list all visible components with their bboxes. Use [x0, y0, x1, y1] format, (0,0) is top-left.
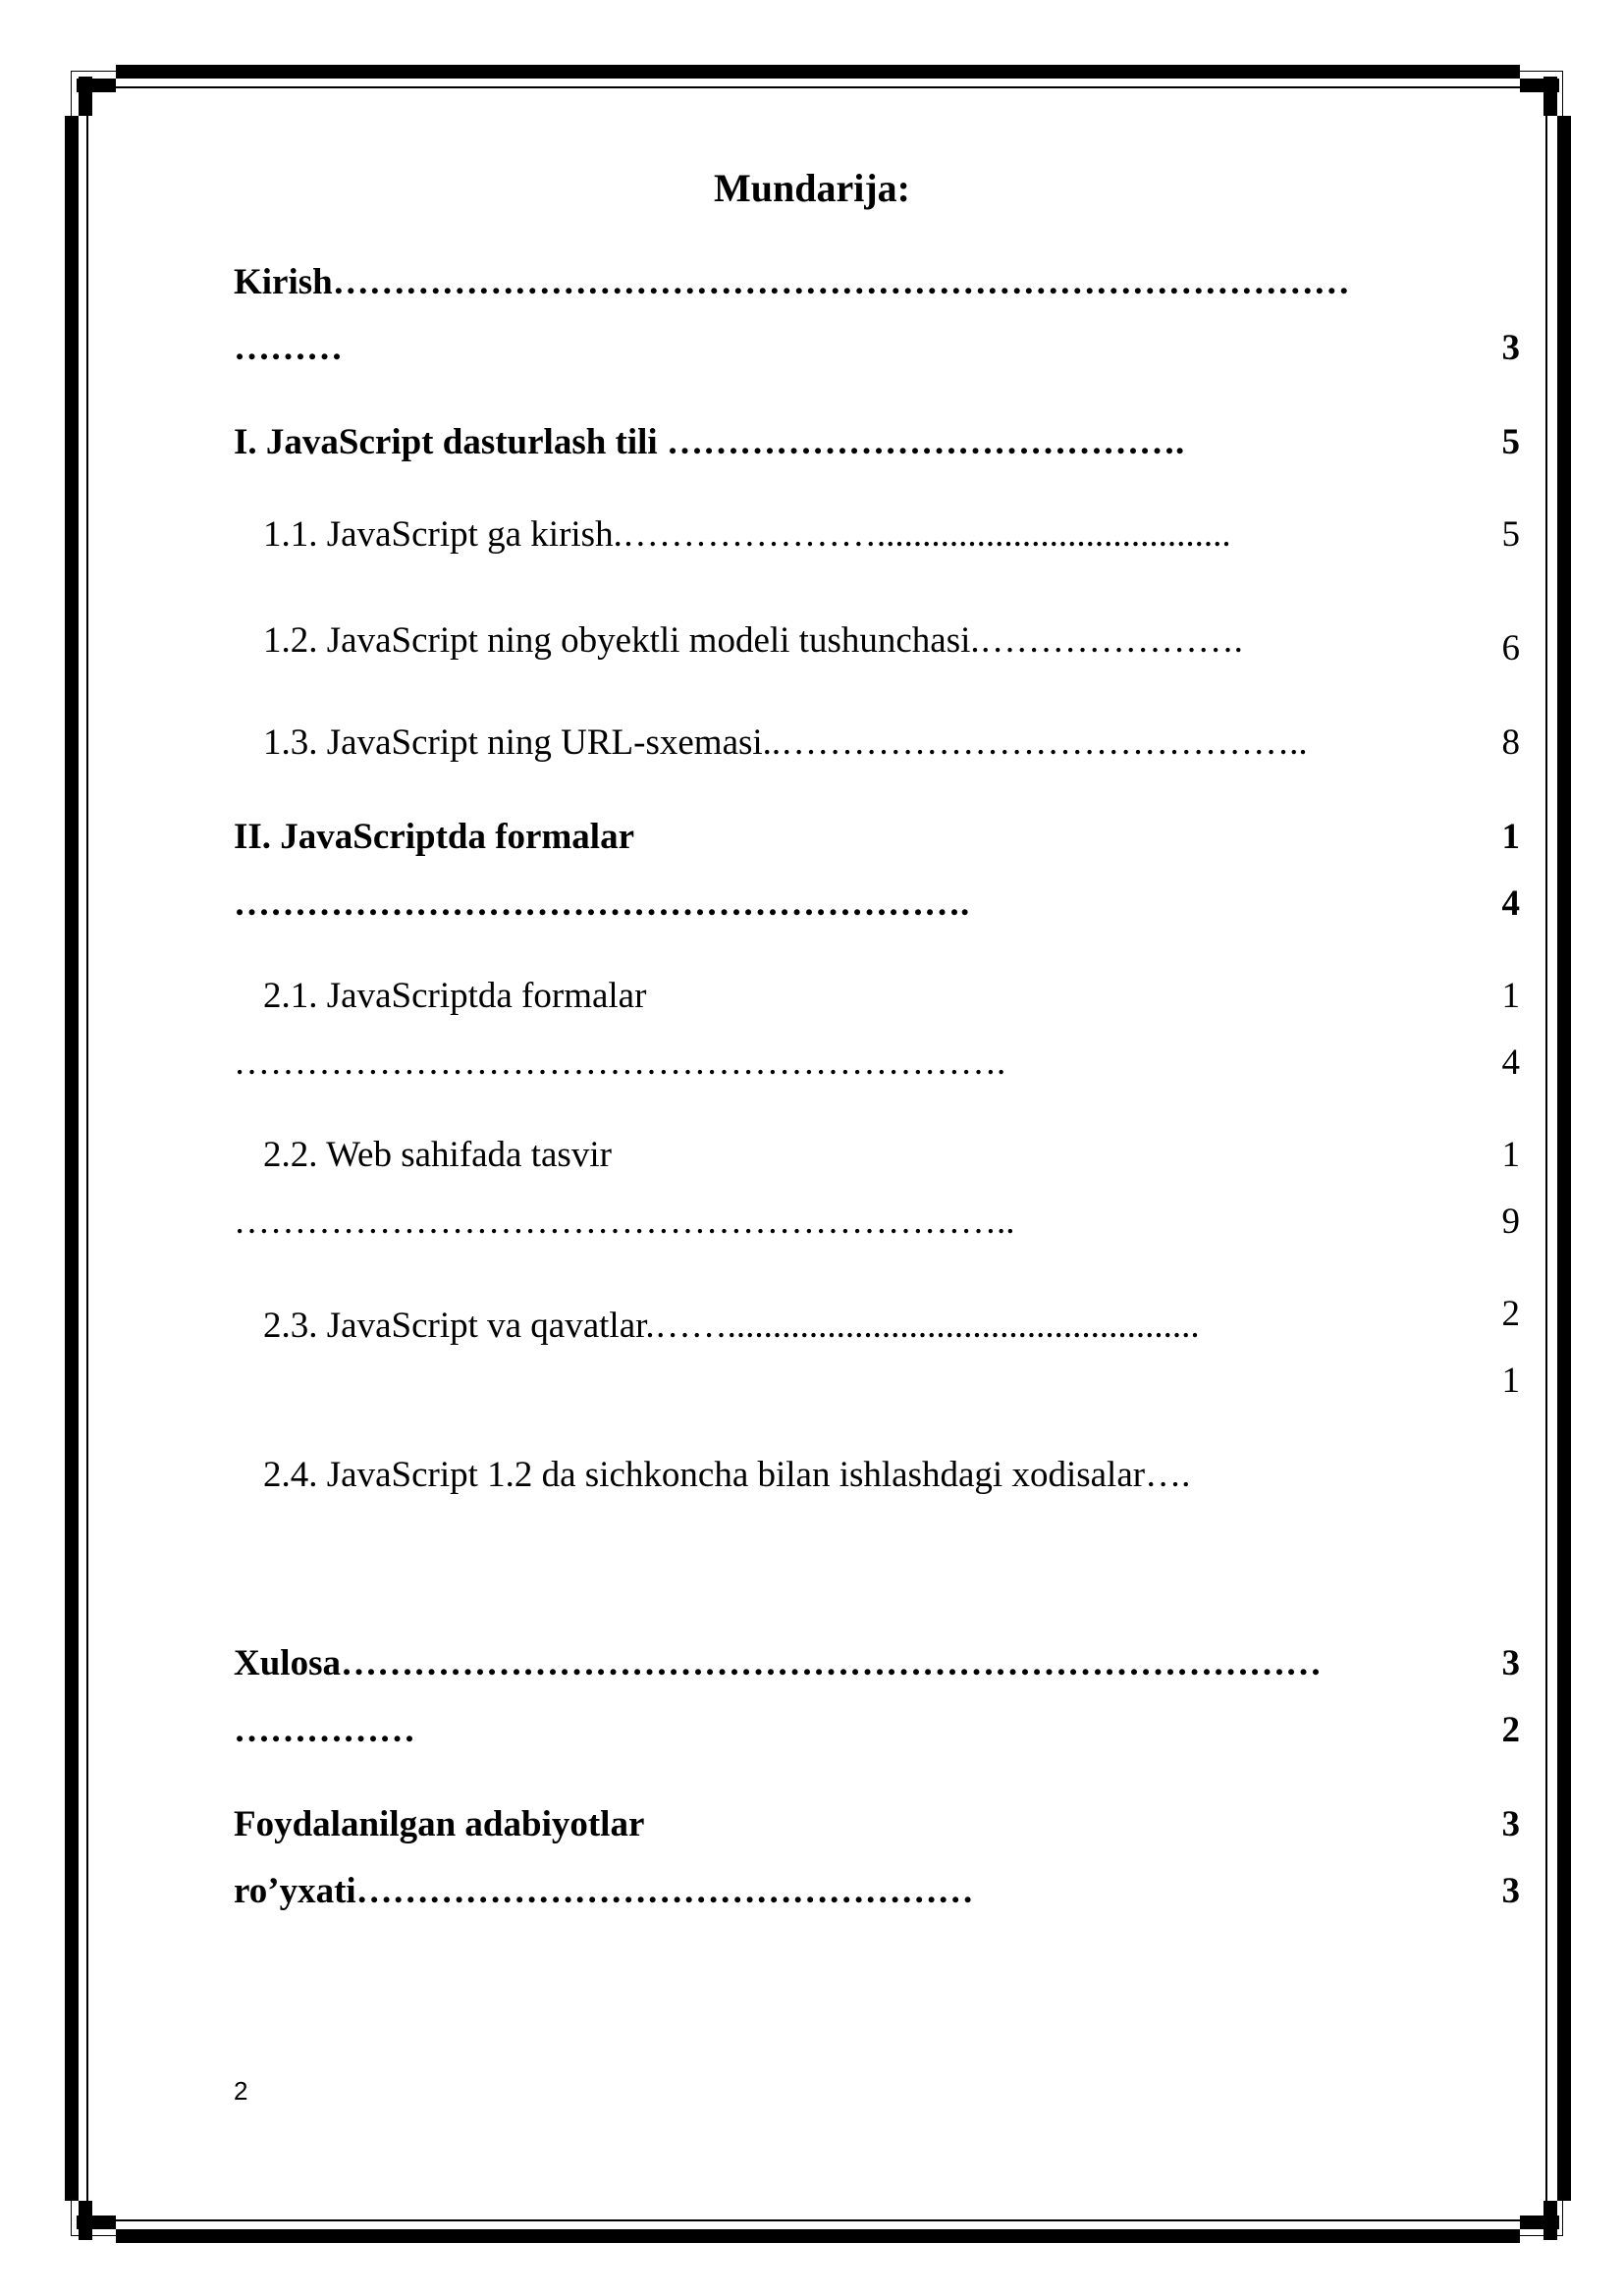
border-corner-bottom-left [79, 2201, 92, 2240]
page-border-inner-right [1545, 86, 1547, 2221]
toc-page-adabiyotlar-digit-1: 3 [1501, 1804, 1520, 1844]
toc-page-kirish: 3 [1501, 328, 1520, 368]
toc-page-1-3: 8 [1501, 722, 1520, 763]
toc-page-chapter-2-digit-2: 4 [1501, 883, 1520, 924]
toc-entry-2-2: 2.2. Web sahifada tasvir [263, 1135, 612, 1175]
toc-page-2-2-digit-2: 9 [1501, 1201, 1520, 1242]
border-corner-top-right [1543, 77, 1557, 116]
toc-entry-2-4: 2.4. JavaScript 1.2 da sichkoncha bilan ishlashdagi xodisalar…. [263, 1455, 1191, 1495]
page-number: 2 [234, 2076, 248, 2106]
page-border-inner-top [86, 86, 1547, 88]
toc-entry-2-1-leader: ………………………………………………………. [234, 1042, 1006, 1083]
toc-page-1-2: 6 [1501, 628, 1520, 668]
page-border-inner-left [86, 86, 88, 2221]
toc-page-2-1-digit-2: 4 [1501, 1042, 1520, 1083]
toc-entry-2-2-leader: ……………………………………………………….. [234, 1201, 1015, 1242]
toc-page-2-2-digit-1: 1 [1501, 1135, 1520, 1175]
border-corner-bottom-right [1543, 2201, 1557, 2240]
toc-page-chapter-2-digit-1: 1 [1501, 817, 1520, 857]
toc-entry-adabiyotlar: Foydalanilgan adabiyotlar [234, 1804, 645, 1844]
page-border-left [65, 116, 79, 2201]
toc-title: Mundarija: [714, 166, 910, 210]
toc-page-2-1-digit-1: 1 [1501, 976, 1520, 1016]
toc-entry-2-3: 2.3. JavaScript va qavatlar.…….................................................... [263, 1306, 1200, 1346]
toc-entry-xulosa: Xulosa……………………………………………………………………… [234, 1643, 1322, 1683]
toc-page-1-1: 5 [1501, 514, 1520, 555]
toc-page-chapter-1: 5 [1501, 422, 1520, 462]
toc-entry-adabiyotlar-leader: ro’yxati…………………………………………… [234, 1871, 974, 1911]
toc-entry-chapter-1: I. JavaScript dasturlash tili ……………………………………. [234, 422, 1185, 462]
border-corner-top-left [79, 77, 92, 116]
toc-entry-2-1: 2.1. JavaScriptda formalar [263, 976, 647, 1016]
toc-entry-1-3: 1.3. JavaScript ning URL-sxemasi..…………………………………….. [263, 722, 1308, 763]
toc-entry-chapter-2: II. JavaScriptda formalar [234, 817, 634, 857]
toc-entry-1-2: 1.2. JavaScript ning obyektli modeli tushunchasi.…………………. [263, 620, 1243, 661]
toc-entry-chapter-2-leader: ……………………………………………………. [234, 883, 970, 924]
page-border-right [1557, 116, 1571, 2201]
toc-page-2-3-digit-1: 2 [1501, 1294, 1520, 1334]
page-border-top [116, 65, 1520, 79]
toc-page-2-3-digit-2: 1 [1501, 1361, 1520, 1401]
toc-entry-kirish-leader: ……… [234, 328, 343, 368]
toc-entry-xulosa-leader: …………… [234, 1710, 415, 1750]
toc-entry-1-1: 1.1. JavaScript ga kirish.…………………....................................... [263, 514, 1231, 555]
toc-page-adabiyotlar-digit-2: 3 [1501, 1871, 1520, 1911]
page-border-bottom [116, 2229, 1520, 2243]
toc-page-xulosa-digit-1: 3 [1501, 1643, 1520, 1683]
toc-entry-kirish: Kirish………………………………………………………………………… [234, 262, 1350, 302]
toc-page-xulosa-digit-2: 2 [1501, 1710, 1520, 1750]
page-border-inner-bottom [86, 2219, 1547, 2221]
